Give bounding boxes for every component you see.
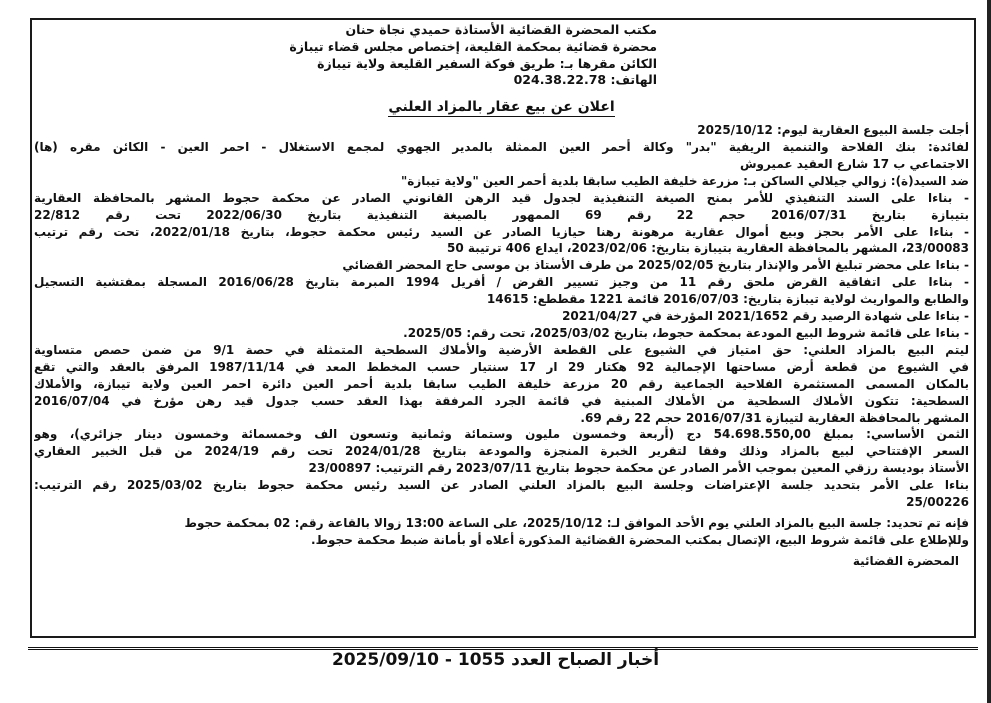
body-line: لفائدة: بنك الفلاحة والتنمية الريفية "بدر" وكالة أحمر العين الممثلة بالمدير الجهوي لمجمع الاستغلال - احمر العين - الكائن مقره (ها) xyxy=(34,140,969,154)
closing-line: وللإطلاع على قائمة شروط البيع، الإتصال بمكتب المحضرة القضائية المذكورة أعلاه أو بأمانة ضبط محكمة حجوط. xyxy=(311,532,969,547)
body-line: ضد السيد(ة): زوالي جيلالي الساكن بـ: مزرعة خليفة الطيب سابقا بلدية أحمر العين "ولاية تيبازة" xyxy=(401,173,969,188)
office-jurisdiction: محضرة قضائية بمحكمة القليعة، إختصاص مجلس قضاء تيبازة xyxy=(289,38,657,54)
body-line: 25/00226 xyxy=(906,495,969,510)
body-line: الأستاذ بوديسة رزقي المعين بموجب الأمر الصادر عن محكمة حجوط بتاريخ 2023/07/11 رقم الترتيب: 23/00897 xyxy=(308,461,969,476)
body-line: بتيبازة بتاريخ 2016/07/31 حجم 22 رقم 69 الممهور بالصيغة التنفيذية بتاريخ 2022/06/30 تحت رقم 22/812 xyxy=(34,207,969,222)
body-line: والطابع والمواريث لولاية تيبازة بتاريخ: 2016/07/03 قائمة 1221 مقططع: 14615 xyxy=(486,292,969,307)
body-line: بالمكان المسمى المستثمرة الفلاحية الجماعية رقم 20 مزرعة خليفة الطيب سابقا بلدية أحمر العين دائرة احمر العين ولاية تيبازة، والأملاك xyxy=(34,376,969,391)
body-line: - بناءا على شهادة الرصيد رقم 2021/1652 المؤرخة في 2021/04/27 xyxy=(562,309,969,324)
body-line: الثمن الأساسي: بمبلغ 54.698.550,00 دج (أربعة وخمسون مليون وستمائة وثمانية وتسعون الف وخمسمائة وخمسون دينار جزائري)، وهو xyxy=(34,427,969,442)
body-line: المشهر بالمحافظة العقارية لتيبازة 2016/07/31 حجم 22 رقم 69. xyxy=(580,410,969,425)
body-line: أجلت جلسة البيوع العقارية ليوم: 2025/10/12 xyxy=(697,123,969,138)
notice-body xyxy=(34,122,969,511)
closing-line: فإنه تم تحديد: جلسة البيع بالمزاد العلني يوم الأحد الموافق لـ: 2025/10/12، على الساعة 13:00 زوالا بالقاعة رقم: 02 بمحكمة حجوط xyxy=(184,515,969,530)
headline-text: اعلان عن بيع عقار بالمزاد العلني xyxy=(388,99,615,116)
body-line: 23/00083، المشهر بالمحافظة العقارية بتيبازة بتاريخ: 2023/02/06، ايداع 406 ترتيبة 50 xyxy=(447,241,969,256)
body-line: ليتم البيع بالمزاد العلني: حق امتياز في الشيوع على القطعة الأرضية والأملاك السطحية المتمثلة في حصة 9/1 من ضمن حصص متساوية xyxy=(34,342,969,357)
notice-headline xyxy=(34,99,969,116)
body-line: - بناءا على السند التنفيذي للأمر بمنح الصيغة التنفيذية لجدول قيد الرهن القانوني الصادر عن محكمة حجوط المشهر بالمحافظة العقارية xyxy=(34,190,969,205)
office-address: الكائن مقرها بـ: طريق فوكة السفير القليعة ولاية تيبازة xyxy=(317,55,657,71)
notice-content xyxy=(34,22,969,570)
signature: المحضرة القضائية xyxy=(852,553,959,568)
office-name: مكتب المحضرة القضائية الأستاذة حميدي نجاة حنان xyxy=(345,22,657,37)
newspaper-footer: أخبار الصباح العدد 1055 - 2025/09/10 xyxy=(331,650,660,670)
body-line: - بناءا على قائمة شروط البيع المودعة بمحكمة حجوط، بتاريخ 2025/03/02، تحت رقم: 2025/05. xyxy=(403,325,969,340)
notice-header xyxy=(34,22,969,89)
body-line: السطحية: تتكون الأملاك السطحية من الأملاك المبنية في قائمة الجرد المرفقة بهذا العقد حسب جدول قيد رهن مؤرخ في 2016/07/04 xyxy=(34,393,969,408)
body-line: - بناءا على محضر تبليغ الأمر والإنذار بتاريخ 2025/02/05 من طرف الأستاذ بن موسى حاج المحضر القضائي xyxy=(342,258,969,273)
body-line: في الشيوع من قطعة أرض مساحتها الإجمالية 92 هكتار 29 ار 17 سنتيار حسب المخطط المعد في 1987/11/14 المرفق بالعقد والتي تقع xyxy=(34,359,969,374)
office-phone: الهاتف: 024.38.22.78 xyxy=(513,72,657,88)
body-line: - بناءا على اتفاقية القرض ملحق رقم 11 من وجيز تسيير القرض / أفريل 1994 المبرمة بتاريخ 2016/06/28 المسجلة بمفتشية التسجيل xyxy=(34,275,969,290)
page-edge-shadow xyxy=(987,0,991,703)
body-line: الاجتماعي ب 17 شارع العقيد عميروش xyxy=(739,156,969,171)
body-line: - بناءا على الأمر بحجز وبيع أموال عقارية مرهونة رهنا حيازيا الصادر عن السيد رئيس محكمة حجوط، بتاريخ 2022/01/18، تحت رقم ترتيب xyxy=(34,224,969,239)
body-line: بناءا على الأمر بتحديد جلسة الإعتراضات وجلسة البيع بالمزاد العلني الصادر عن السيد رئيس محكمة حجوط بتاريخ 2025/03/02 رقم الترتيب: xyxy=(34,478,969,493)
notice-closing xyxy=(34,515,969,549)
body-line: السعر الإفتتاحي لبيع بالمزاد وذلك وفقا لتقرير الخبرة المنجزة والمودعة بتاريخ 2024/01/28 تحت رقم 2024/19 من قبل الخبير العقاري xyxy=(34,444,969,459)
